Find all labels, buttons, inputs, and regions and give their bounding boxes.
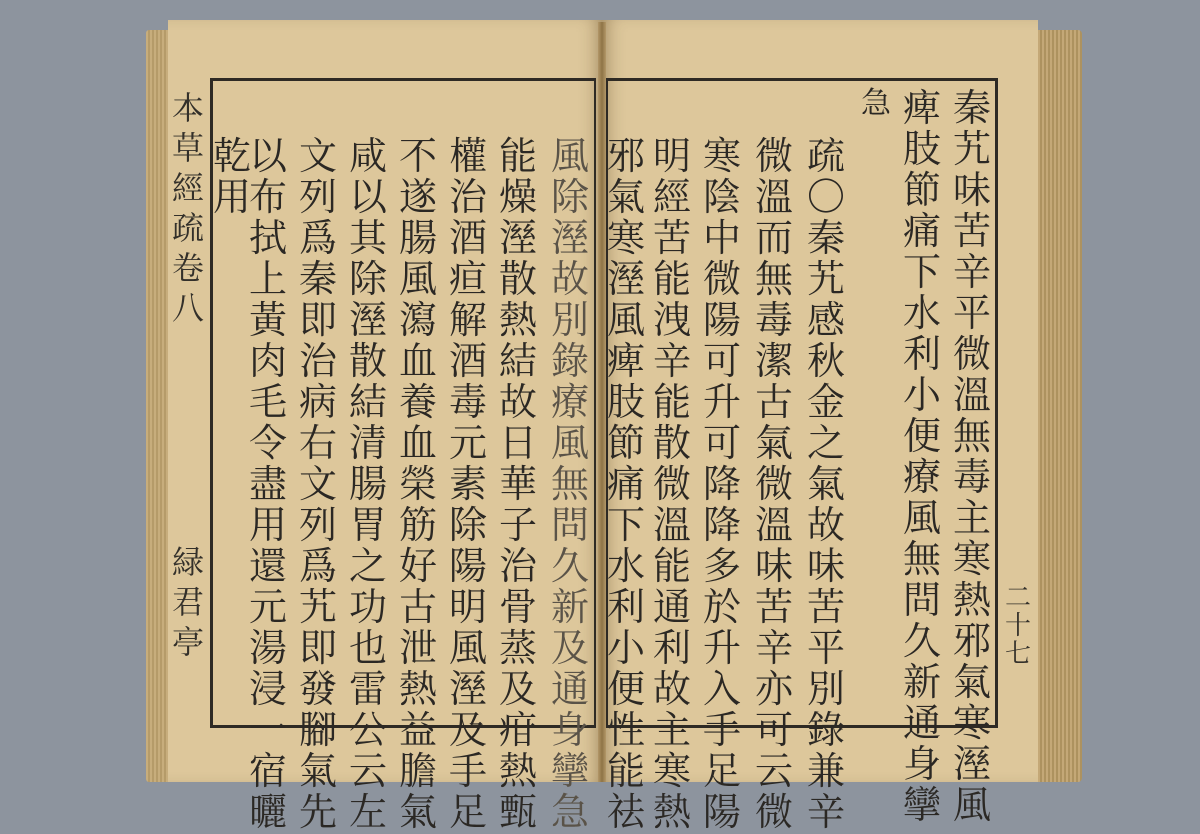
right-column-3: 急	[861, 86, 891, 121]
right-page-edges	[1034, 30, 1082, 782]
left-column-7: 以 布 拭 上 黃 肉 毛 令 盡 用 還 元 湯 浸 一 宿 曬	[248, 134, 287, 834]
publisher-label: 緑 君 亭	[171, 543, 204, 661]
book-title-column: 本 草 經 疏 卷 八	[171, 89, 204, 327]
left-column-2: 能 燥 溼 散 熱 結 故 日 華 子 治 骨 蒸 及 疳 熱 甄	[498, 134, 537, 834]
left-column-5: 咸 以 其 除 溼 散 結 清 腸 胃 之 功 也 雷 公 云 左	[348, 134, 387, 834]
right-column-8: 邪 氣 寒 溼 風 痺 肢 節 痛 下 水 利 小 便 性 能 祛	[606, 134, 645, 834]
right-column-2: 痺 肢 節 痛 下 水 利 小 便 療 風 無 問 久 新 通 身 攣	[902, 86, 941, 827]
right-column-5: 微 溫 而 無 毒 潔 古 氣 微 溫 味 苦 辛 亦 可 云 微	[754, 134, 793, 834]
right-column-6: 寒 陰 中 微 陽 可 升 可 降 降 多 於 升 入 手 足 陽	[702, 134, 741, 834]
right-column-7: 明 經 苦 能 洩 辛 能 散 微 溫 能 通 利 故 主 寒 熱	[652, 134, 691, 834]
left-column-3: 權 治 酒 疸 解 酒 毒 元 素 除 陽 明 風 溼 及 手 足	[448, 134, 487, 834]
right-column-4: 疏 〇 秦 艽 感 秋 金 之 氣 故 味 苦 平 別 錄 兼 辛	[806, 134, 845, 834]
folio-number: 二 十 七	[1004, 583, 1031, 669]
left-column-4: 不 遂 腸 風 瀉 血 養 血 榮 筋 好 古 泄 熱 益 膽 氣	[398, 134, 437, 834]
left-column-1: 風 除 溼 故 別 錄 療 風 無 問 久 新 及 通 身 攣 急	[550, 134, 589, 834]
left-column-8: 乾 用	[212, 134, 251, 219]
right-column-1: 秦 艽 味 苦 辛 平 微 溫 無 毒 主 寒 熱 邪 氣 寒 溼 風	[952, 86, 991, 827]
left-column-6: 文 列 爲 秦 即 治 病 右 文 列 爲 艽 即 發 腳 氣 先	[298, 134, 337, 834]
